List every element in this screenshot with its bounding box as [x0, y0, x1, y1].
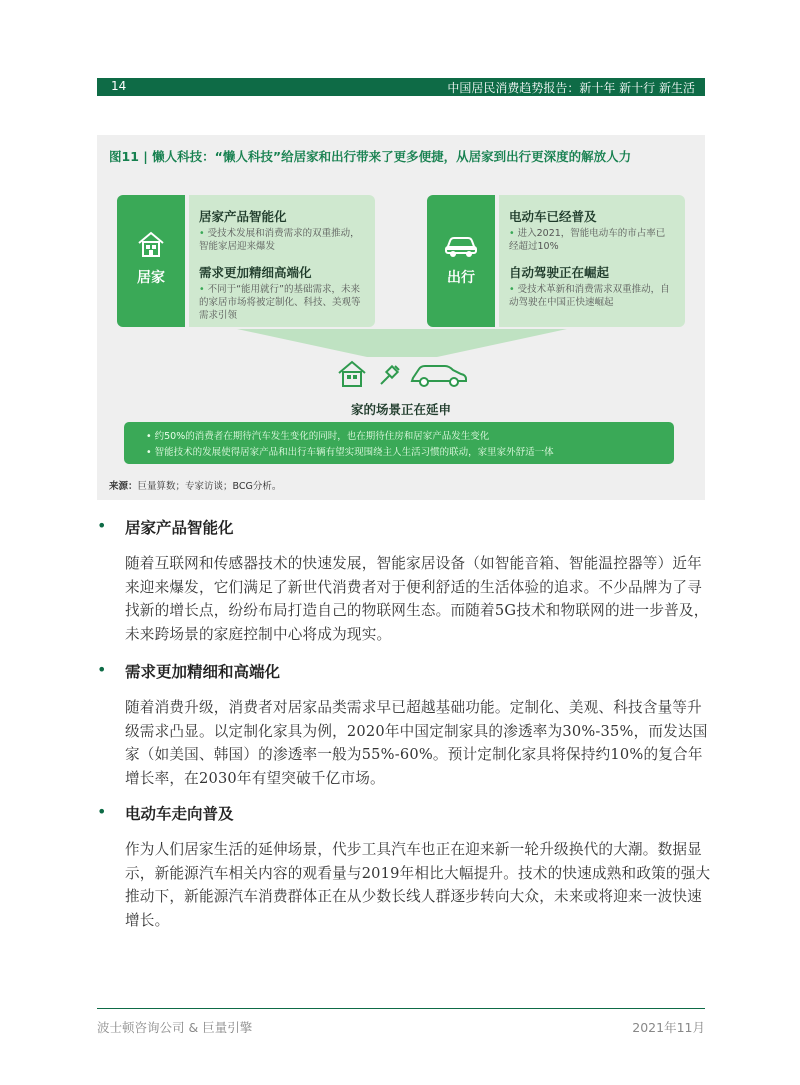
footer-publisher: 波士顿咨询公司 & 巨量引擎: [97, 1020, 253, 1035]
section-title: 电动车走向普及: [125, 804, 234, 823]
car-outline-icon: [409, 362, 469, 388]
source-label: 来源：: [109, 481, 138, 492]
source-text: 巨量算数；专家访谈；BCG分析。: [137, 481, 282, 492]
section-paragraph: 随着消费升级，消费者对居家品类需求早已超越基础功能。定制化、美观、科技含量等升级需求凸显。以定制化家具为例，2020年中国定制家具的渗透率为30%-35%，而发达国家（如美国、韩国）的渗透率一般为55%-60%。预计定制化家具将保持约10%的复合年增长率，在2030年有望突破千亿市场。: [125, 699, 708, 787]
home-card-body: [189, 195, 375, 327]
travel-item1-title: 电动车已经普及: [509, 209, 597, 224]
travel-card-body: [499, 195, 685, 327]
report-title: 中国居民消费趋势报告：新十年 新十行 新生活: [447, 81, 695, 95]
travel-item2-title: 自动驾驶正在崛起: [509, 265, 610, 280]
home-label: 居家: [137, 270, 165, 286]
house-outline-icon: [337, 360, 367, 388]
bullet-icon: •: [97, 516, 107, 535]
travel-card-icon-panel: [427, 195, 495, 327]
charging-plug-icon: [377, 362, 403, 388]
travel-item2-desc: • 受技术革新和消费需求双重推动，自动驾驶在中国正快速崛起: [509, 283, 674, 309]
funnel-arrow: [237, 329, 567, 359]
figure-title: 图11 | 懒人科技：“懒人科技”给居家和出行带来了更多便捷，从居家到出行更深度的解放人力: [109, 149, 632, 164]
footer-date: 2021年11月: [632, 1020, 705, 1035]
section-title: 居家产品智能化: [125, 518, 234, 537]
travel-item1-desc: • 进入2021，智能电动车的市占率已经超过10%: [509, 227, 674, 253]
home-item1-title: 居家产品智能化: [199, 209, 287, 224]
insight-bar: [124, 422, 674, 464]
section-paragraph: 作为人们居家生活的延伸场景，代步工具汽车也正在迎来新一轮升级换代的大潮。数据显示，新能源汽车相关内容的观看量与2019年相比大幅提升。技术的快速成熟和政策的强大推动下，新能源汽车消费群体正在从少数长线人群逐步转向大众，未来或将迎来一波快速增长。: [125, 841, 711, 929]
home-card: [117, 195, 375, 327]
home-item2-title: 需求更加精细高端化: [199, 265, 312, 280]
bullet-icon: •: [97, 802, 107, 821]
insight-item: • 智能技术的发展使得居家产品和出行车辆有望实现围绕主人生活习惯的联动，家里家外舒适一体: [146, 444, 554, 458]
section-paragraph: 随着互联网和传感器技术的快速发展，智能家居设备（如智能音箱、智能温控器等）近年来迎来爆发，它们满足了新世代消费者对于便利舒适的生活体验的追求。不少品牌为了寻找新的增长点，纷纷布局打造自己的物联网生态。而随着5G技术和物联网的进一步普及，未来跨场景的家庭控制中心将成为现实。: [125, 555, 709, 643]
car-icon: [444, 229, 478, 259]
home-card-icon-panel: [117, 195, 185, 327]
section-title: 需求更加精细和高端化: [125, 662, 281, 681]
home-item2-desc: • 不同于“能用就行”的基础需求，未来的家居市场将被定制化、科技、美观等需求引领: [199, 283, 364, 322]
figure-source: [109, 478, 281, 492]
footer-divider: [97, 1008, 705, 1009]
bullet-icon: •: [97, 660, 107, 679]
travel-card: [427, 195, 685, 327]
page-header: [97, 78, 705, 96]
home-item1-desc: • 受技术发展和消费需求的双重推动，智能家居迎来爆发: [199, 227, 364, 253]
house-icon: [136, 229, 166, 259]
travel-label: 出行: [447, 270, 475, 286]
page-number: 14: [111, 79, 127, 93]
figure-11: [97, 135, 705, 500]
center-label: 家的场景正在延申: [350, 402, 451, 417]
insight-item: • 约50%的消费者在期待汽车发生变化的同时，也在期待住房和居家产品发生变化: [146, 428, 489, 442]
